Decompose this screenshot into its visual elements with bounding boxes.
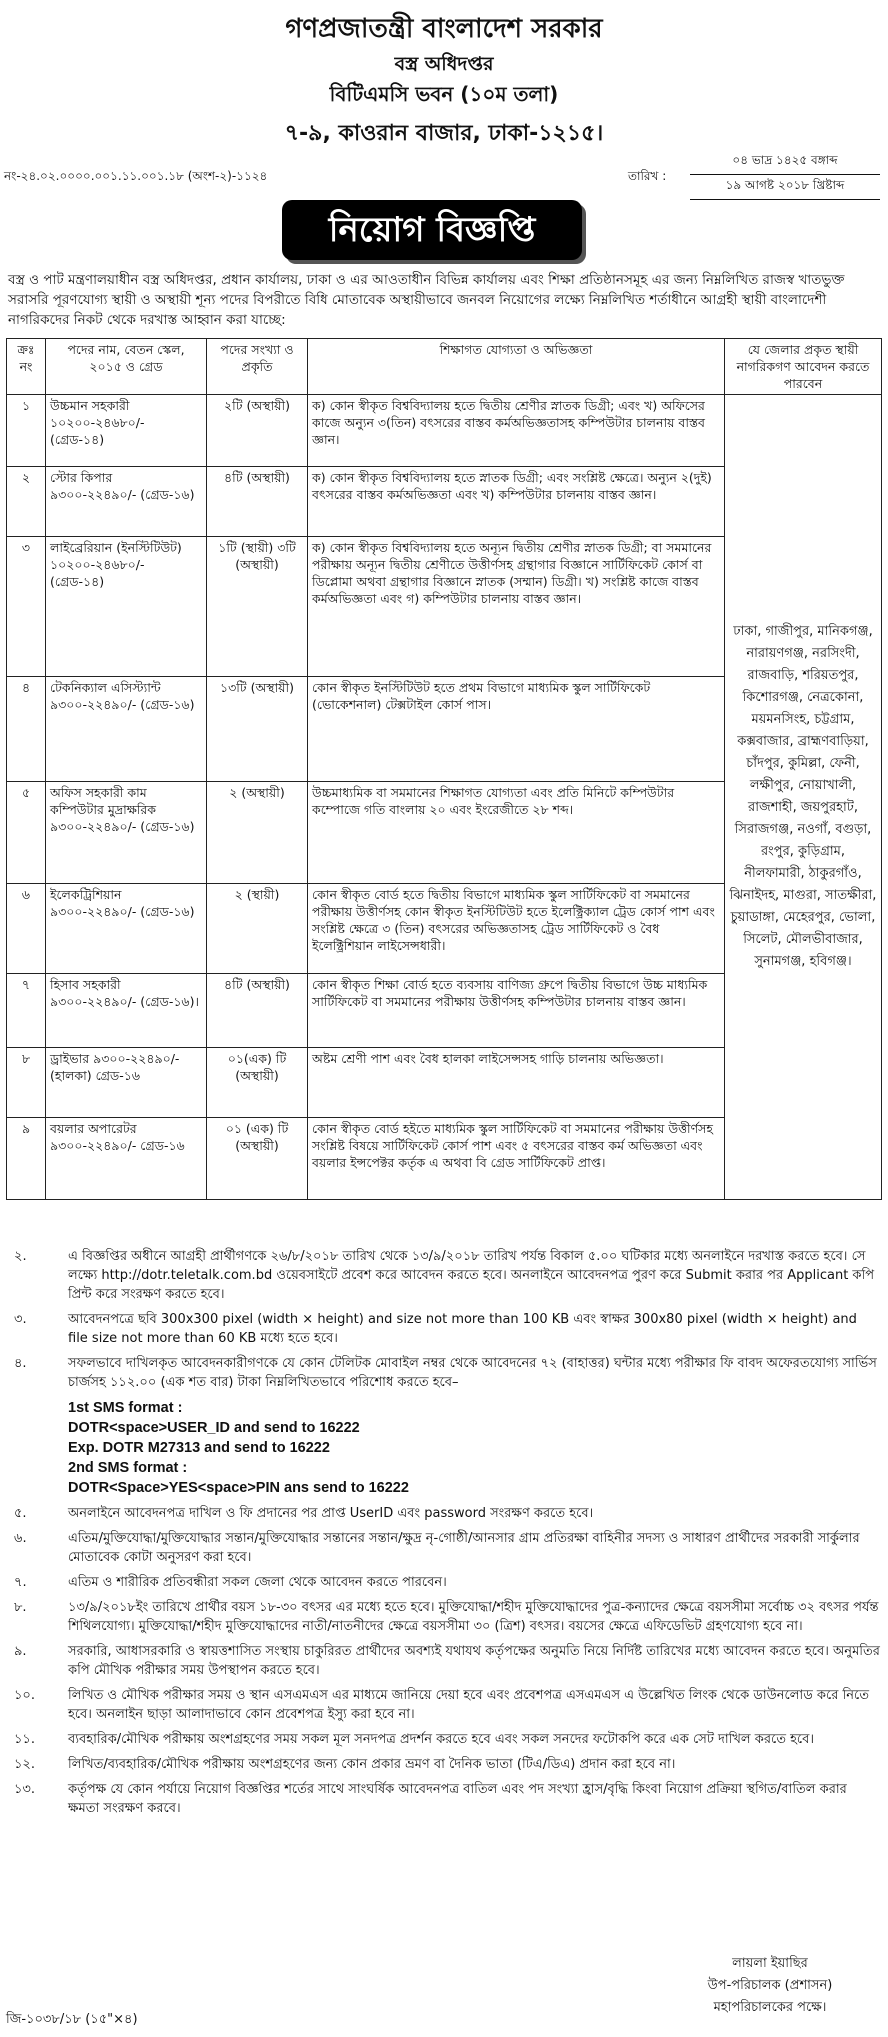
- list-item: [8, 1755, 880, 1774]
- post-count: ১৩টি (অস্থায়ী): [207, 677, 308, 782]
- item-text: এতিম ও শারীরিক প্রতিবন্ধীরা সকল জেলা থেকে আবেদন করতে পারবেন।: [68, 1575, 447, 1590]
- item-text: আবেদনপত্রে ছবি 300x300 pixel (width × height) and size not more than 100 KB এবং স্বাক্ষর 300x80 pixel (width × height) and file size not more than 60 KB মধ্যে হতে হবে।: [68, 1312, 857, 1346]
- list-item: [8, 1504, 880, 1523]
- date-bangla: ০৪ ভাদ্র ১৪২৫ বঙ্গাব্দ: [690, 150, 880, 175]
- row-number: ৬: [7, 884, 46, 974]
- item-number: ৬.: [14, 1531, 27, 1546]
- item-text: লিখিত ও মৌখিক পরীক্ষার সময় ও স্থান এসএমএস এর মাধ্যমে জানিয়ে দেয়া হবে এবং প্রবেশপত্র এসএমএস এ উল্লেখিত লিংক থেকে ডাউনলোড করে নিতে হবে। অনলাইন ছাড়া আলাদাভাবে কোন প্রবেশপত্র ইস্যু করা হবে না।: [68, 1688, 869, 1722]
- post-name: উচ্চমান সহকারী ১০২০০-২৪৬৮০/- (গ্রেড-১৪): [46, 395, 207, 467]
- qualification: অষ্টম শ্রেণী পাশ এবং বৈধ হালকা লাইসেন্সসহ গাড়ি চালনায় অভিজ্ঞতা।: [308, 1048, 725, 1118]
- qualification: ক) কোন স্বীকৃত বিশ্ববিদ্যালয় হতে অন্যূন দ্বিতীয় শ্রেণীর স্নাতক ডিগ্রী; বা সমমানের পরীক্ষায় অন্যূন দ্বিতীয় শ্রেণীতে উত্তীর্ণসহ গ্রন্থাগার বিজ্ঞানে সার্টিফিকেট কোর্স বা ডিপ্লোমা অথবা গ্রন্থাগার বিজ্ঞানে স্নাতক (সম্মান) ডিগ্রী। খ) সংশ্লিষ্ট কাজে বাস্তব কর্মঅভিজ্ঞতা এবং গ) কম্পিউটার চালনায় বাস্তব জ্ঞান।: [308, 537, 725, 677]
- item-text: সফলভাবে দাখিলকৃত আবেদনকারীগণকে যে কোন টেলিটক মোবাইল নম্বর থেকে আবেদনের ৭২ (বাহাত্তর) ঘন্টার মধ্যে পরীক্ষার ফি বাবদ অফেরতযোগ্য সার্ভিস চার্জসহ ১১২.০০ (এক শত বার) টাকা নিম্নলিখিতভাবে পরিশোধ করতে হবে–: [68, 1356, 877, 1390]
- department-name: বস্ত্র অধিদপ্তর: [394, 53, 494, 75]
- building-name: বিটিএমসি ভবন (১০ম তলা): [329, 82, 559, 106]
- item-number: ১৩.: [14, 1782, 36, 1797]
- list-item: [8, 1310, 880, 1348]
- item-text: কর্তৃপক্ষ যে কোন পর্যায়ে নিয়োগ বিজ্ঞপ্তির শর্তের সাথে সাংঘর্ষিক আবেদনপত্র বাতিল এবং পদ সংখ্যা হ্রাস/বৃদ্ধি কিংবা নিয়োগ প্রক্রিয়া স্থগিত/বাতিল করার ক্ষমতা সংরক্ষণ করবে।: [68, 1782, 847, 1816]
- post-name: ড্রাইভার ৯৩০০-২২৪৯০/- (হালকা) গ্রেড-১৬: [46, 1048, 207, 1118]
- item-number: ৮.: [14, 1600, 27, 1615]
- row-number: ৮: [7, 1048, 46, 1118]
- item-text: লিখিত/ব্যবহারিক/মৌখিক পরীক্ষায় অংশগ্রহণের জন্য কোন প্রকার ভ্রমণ বা দৈনিক ভাতা (টিএ/ডিএ) প্রদান করা হবে না।: [68, 1757, 676, 1772]
- qualification: কোন স্বীকৃত শিক্ষা বোর্ড হতে ব্যবসায় বাণিজ্য গ্রুপে দ্বিতীয় বিভাগে উচ্চ মাধ্যমিক সার্টিফিকেট বা সমমানের পরীক্ষায় উত্তীর্ণসহ কম্পিউটার চালনায় বাস্তব জ্ঞান।: [308, 974, 725, 1048]
- item-text: এতিম/মুক্তিযোদ্ধা/মুক্তিযোদ্ধার সন্তান/মুক্তিযোদ্ধার সন্তানের সন্তান/ক্ষুদ্র নৃ-গোষ্ঠী/আনসার গ্রাম প্রতিরক্ষা বাহিনীর সদস্য ও সাধারণ প্রার্থীদের সরকারী সার্কুলার মোতাবেক কোটা অনুসরণ করা হবে।: [68, 1531, 860, 1565]
- list-item: [8, 1780, 880, 1818]
- row-number: ৫: [7, 782, 46, 884]
- item-number: ৭.: [14, 1575, 27, 1590]
- item-text: অনলাইনে আবেদনপত্র দাখিল ও ফি প্রদানের পর প্রাপ্ত UserID এবং password সংরক্ষণ করতে হবে।: [68, 1506, 594, 1521]
- qualification: ক) কোন স্বীকৃত বিশ্ববিদ্যালয় হতে স্নাতক ডিগ্রী; এবং সংশ্লিষ্ট ক্ষেত্রে। অন্যুন ২(দুই) বৎসরের বাস্তব কর্মঅভিজ্ঞতা এবং খ) কম্পিউটার চালনায় বাস্তব জ্ঞান।: [308, 467, 725, 537]
- post-name: ইলেকট্রিশিয়ান ৯৩০০-২২৪৯০/- (গ্রেড-১৬): [46, 884, 207, 974]
- table-header-row: [7, 339, 882, 395]
- item-text: সরকারি, আধাসরকারি ও স্বায়ত্তশাসিত সংস্থায় চাকুরিরত প্রার্থীদের অবশ্যই যথাযথ কর্তৃপক্ষের অনুমতি নিয়ে নির্দিষ্ট তারিখের মধ্যে আবেদন করতে হবে। অনুমতির কপি মৌখিক পরীক্ষার সময় উপস্থাপন করতে হবে।: [68, 1644, 880, 1678]
- sms-format-block: [68, 1398, 880, 1498]
- item-text: ব্যবহারিক/মৌখিক পরীক্ষায় অংশগ্রহণের সময় সকল মূল সনদপত্র প্রদর্শন করতে হবে এবং সকল সনদের ফটোকপি করে এক সেট দাখিল করতে হবে।: [68, 1732, 815, 1747]
- post-name: লাইব্রেরিয়ান (ইনস্টিটিউট) ১০২০০-২৪৬৮০/- (গ্রেড-১৪): [46, 537, 207, 677]
- post-count: ০১(এক) টি (অস্থায়ী): [207, 1048, 308, 1118]
- list-item: [8, 1354, 880, 1392]
- sms-line: 2nd SMS format :: [68, 1460, 188, 1476]
- post-name: বয়লার অপারেটর ৯৩০০-২২৪৯০/- গ্রেড-১৬: [46, 1118, 207, 1200]
- signatory-title: উপ-পরিচালক (প্রশাসন): [707, 1978, 833, 1993]
- post-name: হিসাব সহকারী ৯৩০০-২২৪৯০/- (গ্রেড-১৬)।: [46, 974, 207, 1048]
- signatory-for: মহাপরিচালকের পক্ষে।: [713, 2000, 827, 2015]
- date-block: [628, 150, 880, 200]
- item-number: ১১.: [14, 1732, 36, 1747]
- intro-paragraph: বস্ত্র ও পাট মন্ত্রণালয়াধীন বস্ত্র অধিদপ্তর, প্রধান কার্যালয়, ঢাকা ও এর আওতাধীন বিভিন্ন কার্যালয় এবং শিক্ষা প্রতিষ্ঠানসমূহ এর জন্য নিম্নলিখিত রাজস্ব খাতভুক্ত সরাসরি পূরণযোগ্য স্থায়ী ও অস্থায়ী শূন্য পদের বিপরীতে বিধি মোতাবেক অস্থায়ীভাবে জনবল নিয়োগের লক্ষ্যে নিম্নলিখিত শর্তাধীনে আগ্রহী স্থায়ী বাংলাদেশী নাগরিকদের নিকট থেকে দরখাস্ত আহ্বান করা যাচ্ছে:: [8, 272, 845, 328]
- item-text: এ বিজ্ঞপ্তির অধীনে আগ্রহী প্রার্থীগণকে ২৬/৮/২০১৮ তারিখ থেকে ১৩/৯/২০১৮ তারিখ পর্যন্ত বিকাল ৫.০০ ঘটিকার মধ্যে অনলাইনে দরখাস্ত করতে হবে। সে লক্ষ্যে http://dotr.teletalk.com.bd ওয়েবসাইটে প্রবেশ করে আবেদন করতে হবে। অনলাইনে আবেদনপত্র পুরণ করে Submit করার পর Applicant কপি প্রিন্ট করে সংরক্ষণ করতে হবে।: [68, 1249, 875, 1302]
- row-number: ১: [7, 395, 46, 467]
- post-name: অফিস সহকারী কাম কম্পিউটার মুদ্রাক্ষরিক ৯৩০০-২২৪৯০/- (গ্রেড-১৬): [46, 782, 207, 884]
- row-number: ৪: [7, 677, 46, 782]
- sms-line: DOTR<space>USER_ID and send to 16222: [68, 1420, 360, 1436]
- list-item: [8, 1686, 880, 1724]
- address: ৭-৯, কাওরান বাজার, ঢাকা-১২১৫।: [284, 121, 604, 146]
- qualification: কোন স্বীকৃত বোর্ড হতে দ্বিতীয় বিভাগে মাধ্যমিক স্কুল সার্টিফিকেট বা সমমানের পরীক্ষায় উত্তীর্ণসহ কোন স্বীকৃত ইনস্টিটিউট হতে ইলেক্ট্রিক্যাল ট্রেড কোর্স পাশ এবং সংশ্লিষ্ট ক্ষেত্রে ৩ (তিন) বৎসরের অভিজ্ঞতাসহ ট্রেড সার্টিফিকেট ও বৈধ ইলেক্ট্রিশিয়ান লাইসেন্সধারী।: [308, 884, 725, 974]
- post-count: ৪টি (অস্থায়ী): [207, 974, 308, 1048]
- col-header: যে জেলার প্রকৃত স্থায়ী নাগরিকগণ আবেদন করতে পারবেন: [725, 339, 882, 395]
- govt-title: গণপ্রজাতন্ত্রী বাংলাদেশ সরকার: [285, 14, 603, 44]
- notice-banner: নিয়োগ বিজ্ঞপ্তি: [282, 200, 582, 260]
- row-number: ৩: [7, 537, 46, 677]
- col-header: ক্রঃ নং: [7, 339, 46, 395]
- item-number: ৫.: [14, 1506, 27, 1521]
- list-item: [8, 1642, 880, 1680]
- col-header: শিক্ষাগত যোগ্যতা ও অভিজ্ঞতা: [308, 339, 725, 395]
- row-number: ২: [7, 467, 46, 537]
- post-count: ২ (অস্থায়ী): [207, 782, 308, 884]
- item-number: ১০.: [14, 1688, 36, 1703]
- signatory-name: লায়লা ইয়াছির: [732, 1956, 808, 1971]
- item-number: ৪.: [14, 1356, 27, 1371]
- post-count: ২ (স্থায়ী): [207, 884, 308, 974]
- sms-line: DOTR<Space>YES<space>PIN ans send to 16222: [68, 1480, 409, 1496]
- memo-number: নং-২৪.০২.০০০০.০০১.১১.০০১.১৮ (অংশ-২)-১১২৪: [4, 169, 268, 183]
- footer-code: জি-১০৩৮/১৮ (১৫"×৪): [6, 2012, 138, 2027]
- list-item: [8, 1247, 880, 1304]
- qualification: উচ্চমাধ্যমিক বা সমমানের শিক্ষাগত যোগ্যতা এবং প্রতি মিনিটে কম্পিউটার কম্পোজে গতি বাংলায় ২০ এবং ইংরেজীতে ২৮ শব্দ।: [308, 782, 725, 884]
- post-name: টেকনিক্যাল এসিস্ট্যান্ট ৯৩০০-২২৪৯০/- (গ্রেড-১৬): [46, 677, 207, 782]
- post-count: ২টি (অস্থায়ী): [207, 395, 308, 467]
- list-item: [8, 1598, 880, 1636]
- item-text: ১৩/৯/২০১৮ইং তারিখে প্রার্থীর বয়স ১৮-৩০ বৎসর এর মধ্যে হতে হবে। মুক্তিযোদ্ধা/শহীদ মুক্তিযোদ্ধাদের পুত্র-কন্যাদের ক্ষেত্রে বয়সসীমা সর্বোচ্চ ৩২ বৎসর পর্যন্ত শিথিলযোগ্য। মুক্তিযোদ্ধা/শহীদ মুক্তিযোদ্ধাদের নাতী/নাতনীদের ক্ষেত্রে বয়সসীমা ৩০ (ত্রিশ) বৎসর। বয়সের ক্ষেত্রে এফিডেভিট গ্রহণযোগ্য হবে না।: [68, 1600, 879, 1634]
- col-header: পদের নাম, বেতন স্কেল, ২০১৫ ও গ্রেড: [46, 339, 207, 395]
- eligible-districts: ঢাকা, গাজীপুর, মানিকগঞ্জ, নারায়ণগঞ্জ, নরসিংদী, রাজবাড়ি, শরিয়তপুর, কিশোরগঞ্জ, নেত্রকোনা, ময়মনসিংহ, চট্টগ্রাম, কক্সবাজার, ব্রাহ্মণবাড়িয়া, চাঁদপুর, কুমিল্লা, ফেনী, লক্ষীপুর, নোয়াখালী, রাজশাহী, জয়পুরহাট, সিরাজগঞ্জ, নওগাঁ, বগুড়া, রংপুর, কুড়িগ্রাম, নীলফামারী, ঠাকুরগাঁও, ঝিনাইদহ, মাগুরা, সাতক্ষীরা, চুয়াডাঙ্গা, মেহেরপুর, ভোলা, সিলেট, মৌলভীবাজার, সুনামগঞ্জ, হবিগঞ্জ।: [725, 395, 882, 1200]
- col-header: পদের সংখ্যা ও প্রকৃতি: [207, 339, 308, 395]
- item-number: ৯.: [14, 1644, 27, 1659]
- qualification: ক) কোন স্বীকৃত বিশ্ববিদ্যালয় হতে দ্বিতীয় শ্রেণীর স্নাতক ডিগ্রী; এবং খ) অফিসের কাজে অন্যুন ৩(তিন) বৎসরের বাস্তব কর্মঅভিজ্ঞতাসহ কম্পিউটার চালনায় বাস্তব জ্ঞান।: [308, 395, 725, 467]
- row-number: ৯: [7, 1118, 46, 1200]
- posts-table: [6, 338, 882, 1200]
- post-name: স্টোর কিপার ৯৩০০-২২৪৯০/- (গ্রেড-১৬): [46, 467, 207, 537]
- item-number: ৩.: [14, 1312, 27, 1327]
- table-row: [7, 395, 882, 467]
- qualification: কোন স্বীকৃত ইনস্টিটিউট হতে প্রথম বিভাগে মাধ্যমিক স্কুল সার্টিফিকেট (ভোকেশনাল) টেক্সটাইল কোর্স পাস।: [308, 677, 725, 782]
- signature-block: [660, 1953, 880, 2019]
- item-number: ১২.: [14, 1757, 36, 1772]
- list-item: [8, 1730, 880, 1749]
- post-count: ৪টি (অস্থায়ী): [207, 467, 308, 537]
- conditions-list: [8, 1247, 880, 1824]
- row-number: ৭: [7, 974, 46, 1048]
- sms-line: Exp. DOTR M27313 and send to 16222: [68, 1440, 330, 1456]
- post-count: ১টি (স্থায়ী) ৩টি (অস্থায়ী): [207, 537, 308, 677]
- item-number: ২.: [14, 1249, 27, 1264]
- list-item: [8, 1529, 880, 1567]
- qualification: কোন স্বীকৃত বোর্ড হইতে মাধ্যমিক স্কুল সার্টিফিকেট বা সমমানের পরীক্ষায় উত্তীর্ণসহ সংশ্লিষ্ট বিষয়ে সার্টিফিকেট কোর্স পাশ এবং ৫ বৎসরের বাস্তব কর্ম অভিজ্ঞতা এবং বয়লার ইন্সপেক্টর কর্তৃক এ অথবা বি গ্রেড সার্টিফিকেট প্রাপ্ত।: [308, 1118, 725, 1200]
- post-count: ০১ (এক) টি (অস্থায়ী): [207, 1118, 308, 1200]
- date-label: তারিখ :: [628, 169, 667, 183]
- sms-line: 1st SMS format :: [68, 1400, 183, 1416]
- list-item: [8, 1573, 880, 1592]
- date-english: ১৯ আগষ্ট ২০১৮ খ্রিষ্টাব্দ: [690, 175, 880, 200]
